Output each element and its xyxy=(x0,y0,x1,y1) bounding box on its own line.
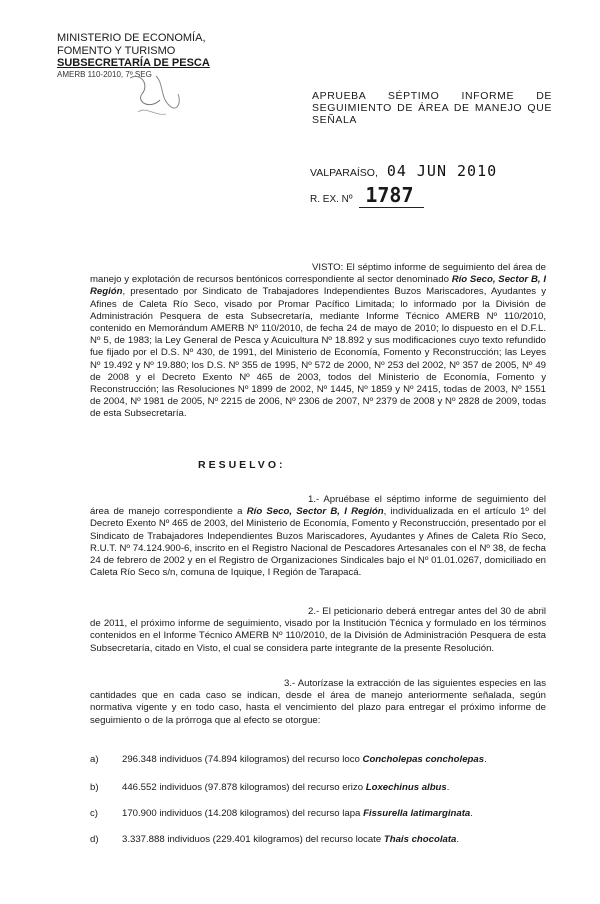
item-label: c) xyxy=(90,808,98,819)
place-and-date xyxy=(310,162,497,180)
species-name: Concholepas concholepas xyxy=(362,754,485,765)
handwritten-initials-mark xyxy=(120,70,192,122)
file-reference: AMERB 110-2010, 7º SEG xyxy=(57,69,152,79)
resuelvo-heading: RESUELVO: xyxy=(198,459,286,471)
article-2: 2.- El peticionario deberá entregar antes del 30 de abril de 2011, el próximo informe de seguimiento, visado por la Institución Técnica y formulado en los términos contenidos en el Informe Técnico AMERB Nº 110/2010, de la División de Administración Pesquera de esta Subsecretaría, citado en Visto, el cual se considera parte integrante de la presente Resolución. xyxy=(90,606,546,654)
undersecretariat-name: SUBSECRETARÍA DE PESCA xyxy=(57,57,210,69)
species-name: Thais chocolata xyxy=(383,834,457,845)
item-end: . xyxy=(446,782,450,793)
species-name: Fissurella latimarginata xyxy=(363,808,471,819)
resolution-subject: APRUEBA SÉPTIMO INFORME DE SEGUIMIENTO DE ÁREA DE MANEJO QUE SEÑALA xyxy=(312,90,552,126)
date-stamp: 04 JUN 2010 xyxy=(386,162,498,180)
item-text: 296.348 individuos (74.894 kilogramos) del recurso loco xyxy=(122,754,363,765)
resolution-label: R. EX. Nº xyxy=(310,194,353,205)
item-label: a) xyxy=(90,754,99,765)
resolution-number xyxy=(310,183,424,208)
list-item xyxy=(90,754,487,765)
ministry-name: MINISTERIO DE ECONOMÍA, xyxy=(57,32,206,44)
article-1 xyxy=(90,494,546,579)
item-label: b) xyxy=(90,782,99,793)
item-end: . xyxy=(470,808,473,819)
visto-paragraph xyxy=(90,262,546,421)
item-end: . xyxy=(456,834,460,845)
city: VALPARAÍSO, xyxy=(310,167,378,179)
item-end: . xyxy=(484,754,487,765)
species-name: Loxechinus albus xyxy=(365,782,447,793)
visto-text-2: , presentado por Sindicato de Trabajadores Independientes Buzos Mariscadores, Ayudantes y Afines de Caleta Río Seco, visado por Promar Pacífico Limitada; lo informado por la División de Administración Pesquera de esta Subsecretaría, mediante Informe Técnico AMERB Nº 110/2010, contenido en Memorándum AMERB Nº 110/2010, de fecha 24 de mayo de 2010; lo dispuesto en el D.F.L. Nº 5, de 1983; la Ley General de Pesca y Acuicultura Nº 18.892 y sus modificaciones cuyo texto refundido fue fijado por el D.S. Nº 430, de 1991, del Ministerio de Economía, Fomento y Reconstrucción; las Leyes Nº 19.492 y Nº 19.880; los D.S. Nº 355 de 1995, Nº 572 de 2000, Nº 253 del 2002, Nº 357 de 2005, Nº 49 de 2008 y el Decreto Exento Nº 465 de 2003, todos del Ministerio de Economía, Fomento y Reconstrucción; las Resoluciones Nº 1899 de 2002, Nº 1445, Nº 1859 y Nº 2415, todas de 2003, Nº 1551 de 2004, Nº 1981 de 2005, Nº 2215 de 2006, Nº 2306 de 2007, Nº 2379 de 2008 y Nº 2828 de 2009, todas de esta Subsecretaría. xyxy=(90,286,546,420)
list-item xyxy=(90,834,459,845)
item-text: 170.900 individuos (14.208 kilogramos) del recurso lapa xyxy=(122,808,364,819)
article-1-text-a: 1.- Apruébase el séptimo informe de seguimiento del área de manejo correspondiente a xyxy=(90,494,546,518)
article-3: 3.- Autorízase la extracción de las siguientes especies en las cantidades que en cada caso se indican, desde el área de manejo anteriormente señalada, según normativa vigente y en todo caso, hasta el vencimiento del plazo para entregar el próximo informe de seguimiento o de la prórroga que al efecto se otorgue: xyxy=(90,678,546,726)
list-item xyxy=(90,808,473,819)
item-label: d) xyxy=(90,834,99,845)
item-text: 446.552 individuos (97.878 kilogramos) del recurso erizo xyxy=(122,782,366,793)
ministry-name-2: FOMENTO Y TURISMO xyxy=(57,44,176,57)
resolution-number-value: 1787 xyxy=(359,183,423,208)
item-text: 3.337.888 individuos (229.401 kilogramos) del recurso locate xyxy=(122,834,384,845)
visto-text-1: VISTO: El séptimo informe de seguimiento del área de manejo y explotación de recursos bentónicos correspondiente al sector denominado xyxy=(90,262,546,286)
article-1-text-b: , individualizada en el artículo 1º del Decreto Exento Nº 465 de 2003, del Ministerio de Economía, Fomento y Reconstrucción, presentado por el Sindicato de Trabajadores Independientes Buzos Mariscadores, Ayudantes y Afines de Caleta Río Seco, R.U.T. Nº 74.124.900-6, inscrito en el Registro Nacional de Pescadores Artesanales con el Nº 38, de fecha 24 de febrero de 2002 y en el Registro de Organizaciones Sindicales bajo el Nº 01.01.0267, domiciliado en Caleta Río Seco s/n, comuna de Iquique, I Región de Tarapacá. xyxy=(90,506,546,579)
list-item xyxy=(90,782,449,793)
article-1-area-name: Río Seco, Sector B, I Región xyxy=(246,506,384,518)
area-name: Río Seco, Sector B, I Región xyxy=(90,274,546,298)
